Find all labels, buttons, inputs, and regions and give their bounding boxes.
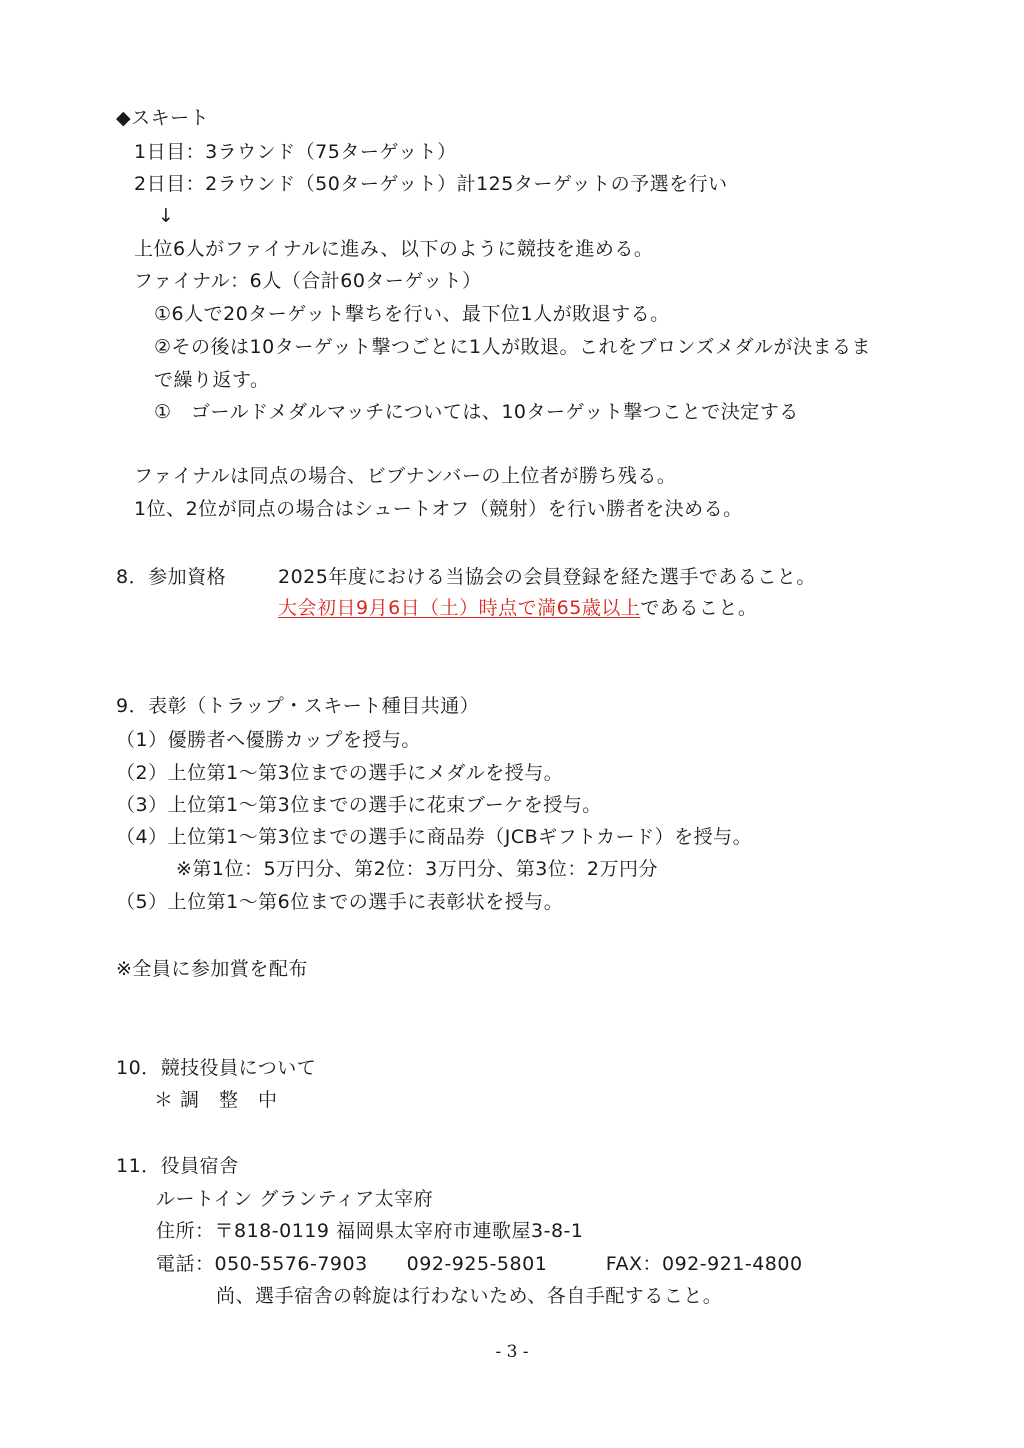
section-10-body: ＊ 調 整 中 <box>154 1089 278 1111</box>
page-number: - 3 - <box>495 1342 529 1362</box>
award-item-2: （2）上位第1～第3位までの選手にメダルを授与。 <box>116 762 564 784</box>
hotel-phone: 電話：050-5576-7903 092-925-5801 FAX：092-921-4800 <box>156 1253 803 1275</box>
section-8-line1: 2025年度における当協会の会員登録を経た選手であること。 <box>278 566 816 588</box>
age-requirement-rest: であること。 <box>640 597 758 619</box>
tie-rule-2: 1位、2位が同点の場合はシュートオフ（競射）を行い勝者を決める。 <box>134 498 743 520</box>
award-item-3: （3）上位第1～第3位までの選手に花束ブーケを授与。 <box>116 794 602 816</box>
skeet-day2: 2日目：2ラウンド（50ターゲット）計125ターゲットの予選を行い <box>134 173 728 195</box>
skeet-rule-2b: で繰り返す。 <box>154 369 270 391</box>
arrow-down: ↓ <box>158 205 175 227</box>
award-item-1: （1）優勝者へ優勝カップを授与。 <box>116 729 421 751</box>
participation-note: ※全員に参加賞を配布 <box>116 958 308 980</box>
award-item-4: （4）上位第1～第3位までの選手に商品券（JCBギフトカード）を授与。 <box>116 826 753 848</box>
award-prize-note: ※第1位：5万円分、第2位：3万円分、第3位：2万円分 <box>176 858 658 880</box>
skeet-heading: ◆スキート <box>116 107 210 129</box>
award-item-5: （5）上位第1～第6位までの選手に表彰状を授与。 <box>116 891 564 913</box>
tie-rule-1: ファイナルは同点の場合、ビブナンバーの上位者が勝ち残る。 <box>134 465 677 487</box>
section-8-label: 8．参加資格 <box>116 566 227 588</box>
skeet-day1: 1日目：3ラウンド（75ターゲット） <box>134 141 457 163</box>
skeet-rule-1: ①6人で20ターゲット撃ちを行い、最下位1人が敗退する。 <box>154 303 670 325</box>
hotel-name: ルートイン グランティア太宰府 <box>156 1188 434 1210</box>
section-10-title: 10．競技役員について <box>116 1057 317 1079</box>
skeet-final-label: ファイナル：6人（合計60ターゲット） <box>134 270 482 292</box>
section-11-title: 11．役員宿舎 <box>116 1155 239 1177</box>
section-9-title: 9．表彰（トラップ・スキート種目共通） <box>116 695 480 717</box>
skeet-advance: 上位6人がファイナルに進み、以下のように競技を進める。 <box>134 238 654 260</box>
lodging-note: 尚、選手宿舎の斡旋は行わないため、各自手配すること。 <box>216 1285 723 1307</box>
skeet-rule-3: ① ゴールドメダルマッチについては、10ターゲット撃つことで決定する <box>154 401 799 423</box>
section-8-line2 <box>278 596 757 620</box>
age-requirement-highlight: 大会初日9月6日（土）時点で満65歳以上 <box>278 597 641 619</box>
skeet-rule-2a: ②その後は10ターゲット撃つごとに1人が敗退。これをブロンズメダルが決まるま <box>154 336 871 358</box>
hotel-address: 住所：〒818-0119 福岡県太宰府市連歌屋3-8-1 <box>156 1220 584 1242</box>
